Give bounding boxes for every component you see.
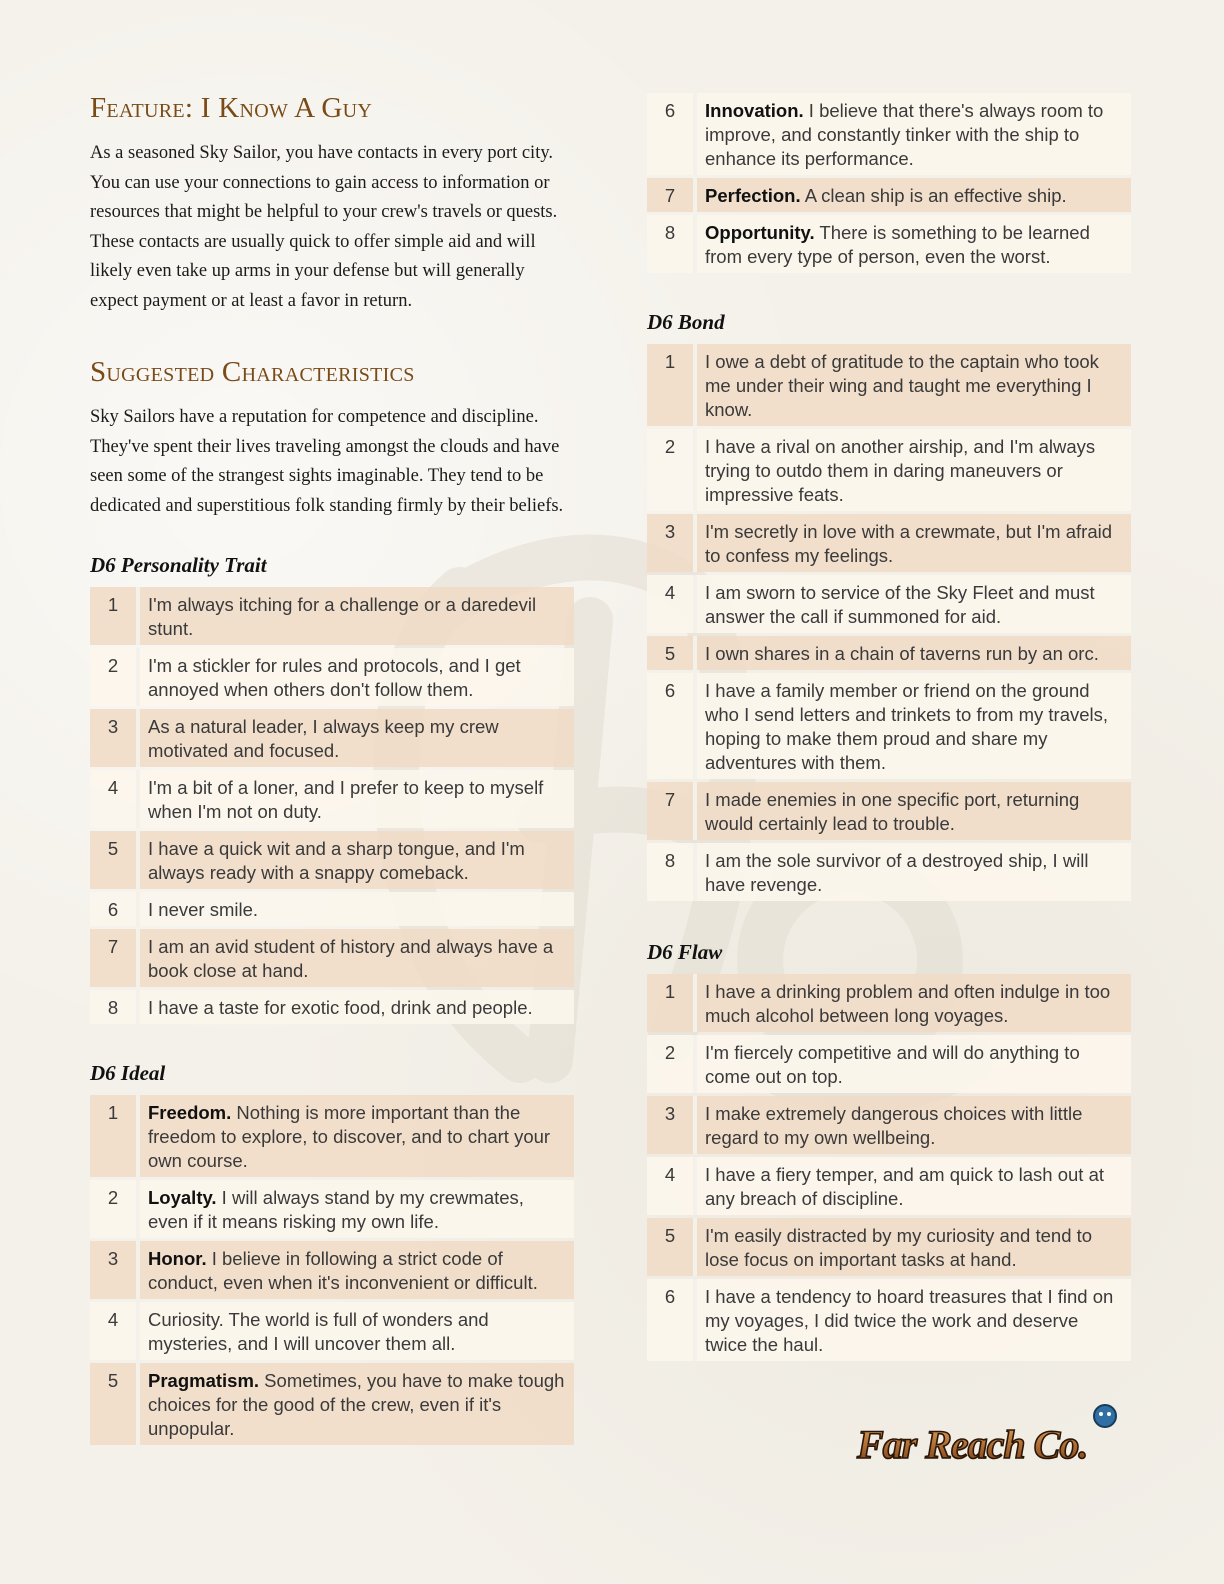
table-row bbox=[647, 215, 1131, 273]
row-text: I make extremely dangerous choices with little regard to my own wellbeing. bbox=[697, 1096, 1131, 1154]
row-text: I'm fiercely competitive and will do anything to come out on top. bbox=[697, 1035, 1131, 1093]
row-text bbox=[140, 1363, 574, 1445]
row-text: I have a family member or friend on the ground who I send letters and trinkets to from my travels, hoping to make them proud and share my adventures with them. bbox=[697, 673, 1131, 779]
row-number: 5 bbox=[90, 1363, 140, 1445]
row-number: 3 bbox=[647, 1096, 697, 1154]
row-text: I am the sole survivor of a destroyed ship, I will have revenge. bbox=[697, 843, 1131, 901]
table-row bbox=[90, 1095, 574, 1177]
row-keyword: Perfection. bbox=[705, 185, 801, 206]
row-text: I have a fiery temper, and am quick to lash out at any breach of discipline. bbox=[697, 1157, 1131, 1215]
table-row bbox=[90, 709, 574, 767]
row-description: I believe that there's always room to improve, and constantly tinker with the ship to enhance its performance. bbox=[705, 100, 1104, 169]
row-keyword: Loyalty. bbox=[148, 1187, 217, 1208]
logo-text: Far Reach Co. bbox=[857, 1422, 1088, 1467]
row-text bbox=[140, 1180, 574, 1238]
row-text: I have a quick wit and a sharp tongue, and I'm always ready with a snappy comeback. bbox=[140, 831, 574, 889]
table-row bbox=[90, 990, 574, 1024]
row-text: I'm always itching for a challenge or a daredevil stunt. bbox=[140, 587, 574, 645]
row-number: 5 bbox=[90, 831, 140, 889]
row-number: 4 bbox=[647, 1157, 697, 1215]
row-text bbox=[697, 178, 1131, 212]
far-reach-co-logo bbox=[855, 1402, 1135, 1474]
row-text bbox=[697, 215, 1131, 273]
characteristics-heading: Suggested Characteristics bbox=[90, 356, 415, 388]
table-row bbox=[647, 636, 1131, 670]
row-text: I'm secretly in love with a crewmate, but I'm afraid to confess my feelings. bbox=[697, 514, 1131, 572]
table-row bbox=[647, 1157, 1131, 1215]
row-number: 1 bbox=[647, 974, 697, 1032]
row-number: 1 bbox=[90, 1095, 140, 1177]
row-text: I owe a debt of gratitude to the captain who took me under their wing and taught me everything I know. bbox=[697, 344, 1131, 426]
row-number: 8 bbox=[90, 990, 140, 1024]
ideal-table-part2 bbox=[647, 90, 1131, 276]
characteristics-text: Sky Sailors have a reputation for competence and discipline. They've spent their lives traveling amongst the clouds and have seen some of the strangest sights imaginable. They tend to be dedicated and superstitious folk standing firmly by their beliefs. bbox=[90, 407, 564, 516]
table-row bbox=[647, 1218, 1131, 1276]
row-text: I have a taste for exotic food, drink and people. bbox=[140, 990, 574, 1024]
row-number: 2 bbox=[647, 1035, 697, 1093]
row-text: I have a drinking problem and often indulge in too much alcohol between long voyages. bbox=[697, 974, 1131, 1032]
row-number: 8 bbox=[647, 215, 697, 273]
flaw-table bbox=[647, 971, 1131, 1364]
table-row bbox=[647, 974, 1131, 1032]
table-row bbox=[647, 1279, 1131, 1361]
row-keyword: Pragmatism. bbox=[148, 1370, 260, 1391]
table-row bbox=[647, 1035, 1131, 1093]
row-number: 1 bbox=[647, 344, 697, 426]
flaw-title: D6 Flaw bbox=[647, 940, 723, 964]
row-number: 8 bbox=[647, 843, 697, 901]
ideal-title: D6 Ideal bbox=[90, 1061, 166, 1085]
row-number: 2 bbox=[90, 648, 140, 706]
row-description: I believe in following a strict code of conduct, even when it's inconvenient or difficult. bbox=[148, 1248, 538, 1293]
bond-title: D6 Bond bbox=[647, 310, 725, 334]
table-row bbox=[90, 1180, 574, 1238]
table-row bbox=[647, 514, 1131, 572]
row-number: 6 bbox=[647, 673, 697, 779]
row-text bbox=[697, 93, 1131, 175]
row-number: 7 bbox=[90, 929, 140, 987]
row-description: There is something to be learned from every type of person, even the worst. bbox=[705, 222, 1090, 267]
row-description: I will always stand by my crewmates, even if it means risking my own life. bbox=[148, 1187, 524, 1232]
row-number: 3 bbox=[90, 1241, 140, 1299]
row-text: I am an avid student of history and always have a book close at hand. bbox=[140, 929, 574, 987]
row-text bbox=[140, 1241, 574, 1299]
row-number: 3 bbox=[90, 709, 140, 767]
row-number: 6 bbox=[90, 892, 140, 926]
row-number: 4 bbox=[647, 575, 697, 633]
table-row bbox=[647, 178, 1131, 212]
feature-text: As a seasoned Sky Sailor, you have contacts in every port city. You can use your connections to gain access to information or resources that might be helpful to your crew's travels or quests. These contacts are usually quick to offer simple aid and will likely even take up arms in your defense but will generally expect payment or at least a favor in return. bbox=[90, 143, 558, 311]
table-row bbox=[647, 344, 1131, 426]
table-row bbox=[647, 843, 1131, 901]
row-text bbox=[140, 1302, 574, 1360]
row-text: I'm a bit of a loner, and I prefer to keep to myself when I'm not on duty. bbox=[140, 770, 574, 828]
row-number: 3 bbox=[647, 514, 697, 572]
table-row bbox=[90, 1302, 574, 1360]
table-row bbox=[90, 892, 574, 926]
row-text: I'm easily distracted by my curiosity and tend to lose focus on important tasks at hand. bbox=[697, 1218, 1131, 1276]
row-keyword: Innovation. bbox=[705, 100, 804, 121]
table-row bbox=[647, 575, 1131, 633]
table-row bbox=[90, 831, 574, 889]
row-number: 7 bbox=[647, 782, 697, 840]
row-description: Curiosity. The world is full of wonders and mysteries, and I will uncover them all. bbox=[148, 1309, 489, 1354]
row-number: 6 bbox=[647, 1279, 697, 1361]
row-text: I have a rival on another airship, and I'm always trying to outdo them in daring maneuvers or impressive feats. bbox=[697, 429, 1131, 511]
row-number: 1 bbox=[90, 587, 140, 645]
row-description: A clean ship is an effective ship. bbox=[800, 185, 1067, 206]
table-row bbox=[90, 929, 574, 987]
row-description: Nothing is more important than the freedom to explore, to discover, and to chart your own course. bbox=[148, 1102, 551, 1171]
bond-table bbox=[647, 341, 1131, 904]
row-description: Sometimes, you have to make tough choices for the good of the crew, even if it's unpopular. bbox=[148, 1370, 565, 1439]
row-text: As a natural leader, I always keep my crew motivated and focused. bbox=[140, 709, 574, 767]
row-number: 2 bbox=[90, 1180, 140, 1238]
row-keyword: Freedom. bbox=[148, 1102, 232, 1123]
table-row bbox=[90, 587, 574, 645]
personality-table bbox=[90, 584, 574, 1027]
table-row bbox=[647, 673, 1131, 779]
row-text: I'm a stickler for rules and protocols, and I get annoyed when others don't follow them. bbox=[140, 648, 574, 706]
row-number: 7 bbox=[647, 178, 697, 212]
table-row bbox=[90, 648, 574, 706]
row-text: I own shares in a chain of taverns run by an orc. bbox=[697, 636, 1131, 670]
table-row bbox=[647, 782, 1131, 840]
row-number: 4 bbox=[90, 770, 140, 828]
row-number: 5 bbox=[647, 636, 697, 670]
row-number: 5 bbox=[647, 1218, 697, 1276]
row-keyword: Honor. bbox=[148, 1248, 207, 1269]
table-row bbox=[90, 1363, 574, 1445]
table-row bbox=[647, 93, 1131, 175]
feature-heading: Feature: I Know A Guy bbox=[90, 92, 373, 124]
row-text: I am sworn to service of the Sky Fleet and must answer the call if summoned for aid. bbox=[697, 575, 1131, 633]
row-keyword: Opportunity. bbox=[705, 222, 815, 243]
row-number: 4 bbox=[90, 1302, 140, 1360]
personality-title: D6 Personality Trait bbox=[90, 553, 267, 577]
ideal-table-part1 bbox=[90, 1092, 574, 1448]
row-number: 2 bbox=[647, 429, 697, 511]
table-row bbox=[90, 1241, 574, 1299]
row-number: 6 bbox=[647, 93, 697, 175]
table-row bbox=[90, 770, 574, 828]
row-text bbox=[140, 1095, 574, 1177]
row-text: I made enemies in one specific port, returning would certainly lead to trouble. bbox=[697, 782, 1131, 840]
row-text: I have a tendency to hoard treasures that I find on my voyages, I did twice the work and deserve twice the haul. bbox=[697, 1279, 1131, 1361]
table-row bbox=[647, 1096, 1131, 1154]
row-text: I never smile. bbox=[140, 892, 574, 926]
table-row bbox=[647, 429, 1131, 511]
